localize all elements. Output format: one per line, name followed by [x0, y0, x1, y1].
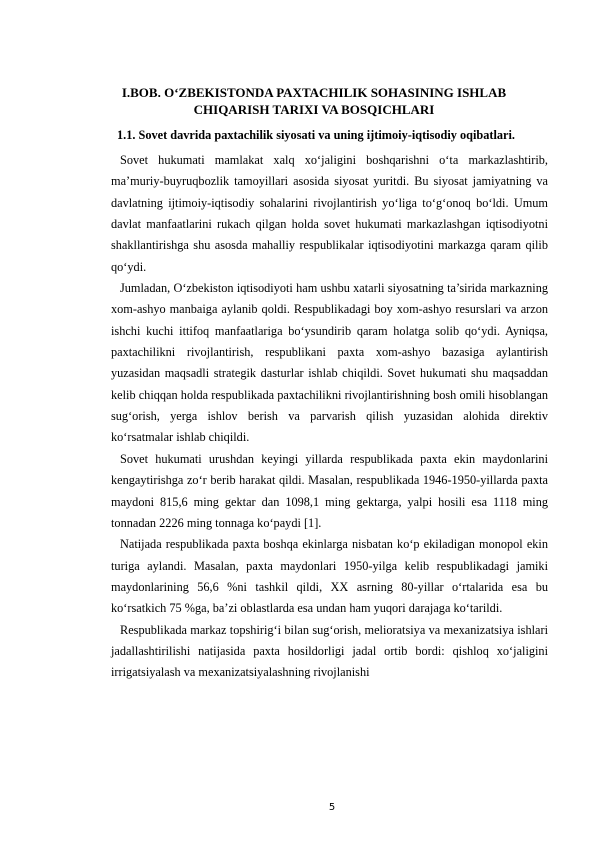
paragraph: Jumladan, O‘zbekiston iqtisodiyoti ham ushbu xatarli siyosatning ta’sirida markazning xom-ashyo manbaiga aylanib qoldi. Respublikadagi boy xom-ashyo resurslari va arzon ishchi kuchi ittifoq manfaatlariga bo‘ysundirib qaram holatga solib qo‘ydi. Ayniqsa, paxtachilikni rivojlantirish, respublikani paxta xom-ashyo bazasiga aylantirish yuzasidan maqsadli strategik dasturlar ishlab chiqildi. Sovet hukumati shu maqsaddan kelib chiqqan holda respublikada paxtachilikni rivojlantirishning bosh omili hisoblangan sug‘orish, yerga ishlov berish va parvarish qilish yuzasidan alohida direktiv ko‘rsatmalar ishlab chiqildi. [111, 281, 548, 445]
paragraph: Natijada respublikada paxta boshqa ekinlarga nisbatan ko‘p ekiladigan monopol ekin turiga aylandi. Masalan, paxta maydonlari 1950-yilga kelib respublikadagi jamiki maydonlarining 56,6 %ni tashkil qildi, XX asrning 80-yillar o‘rtalarida esa bu ko‘rsatkich 75 %ga, ba’zi oblastlarda esa undan ham yuqori darajaga ko‘tarildi. [111, 537, 548, 616]
page-number: 5 [328, 802, 336, 813]
paragraph: Respublikada markaz topshirig‘i bilan sug‘orish, melioratsiya va mexanizatsiya ishlari jadallashtirilishi natijasida paxta hosildorligi jadal ortib bordi: qishloq xo‘jaligini irrigatsiyalash va mexanizatsiyalashning rivojlanishi [111, 622, 548, 680]
body-text [111, 150, 548, 684]
paragraph: Sovet hukumati mamlakat xalq xo‘jaligini boshqarishni o‘ta markazlashtirib, ma’muriy-buyruqbozlik tamoyillari asosida siyosat yuritdi. Bu siyosat jamiyatning va davlatning ijtimoiy-iqtisodiy sohalarini rivojlantirish yo‘liga to‘g‘onoq bo‘ldi. Umum davlat manfaatlarini rukach qilgan holda sovet hukumati markazlashgan iqtisodiyotni shakllantirishga shu asosda mahalliy respublikalar iqtisodiyotini markazga qaram qilib qo‘ydi. [111, 153, 548, 274]
paragraph: Sovet hukumati urushdan keyingi yillarda respublikada paxta ekin maydonlarini kengaytirishga zo‘r berib harakat qildi. Masalan, respublikada 1946-1950-yillarda paxta maydoni 815,6 ming gektar dan 1098,1 ming gektarga, yalpi hosili esa 1118 ming tonnadan 2226 ming tonnaga ko‘paydi [1]. [111, 451, 548, 530]
section-title: 1.1. Sovet davrida paxtachilik siyosati va uning ijtimoiy-iqtisodiy oqibatlari. [117, 128, 515, 142]
chapter-title: I.BOB. O‘ZBEKISTONDA PAXTACHILIK SOHASINING ISHLAB CHIQARISH TARIXI VA BOSQICHLARI [121, 85, 507, 117]
